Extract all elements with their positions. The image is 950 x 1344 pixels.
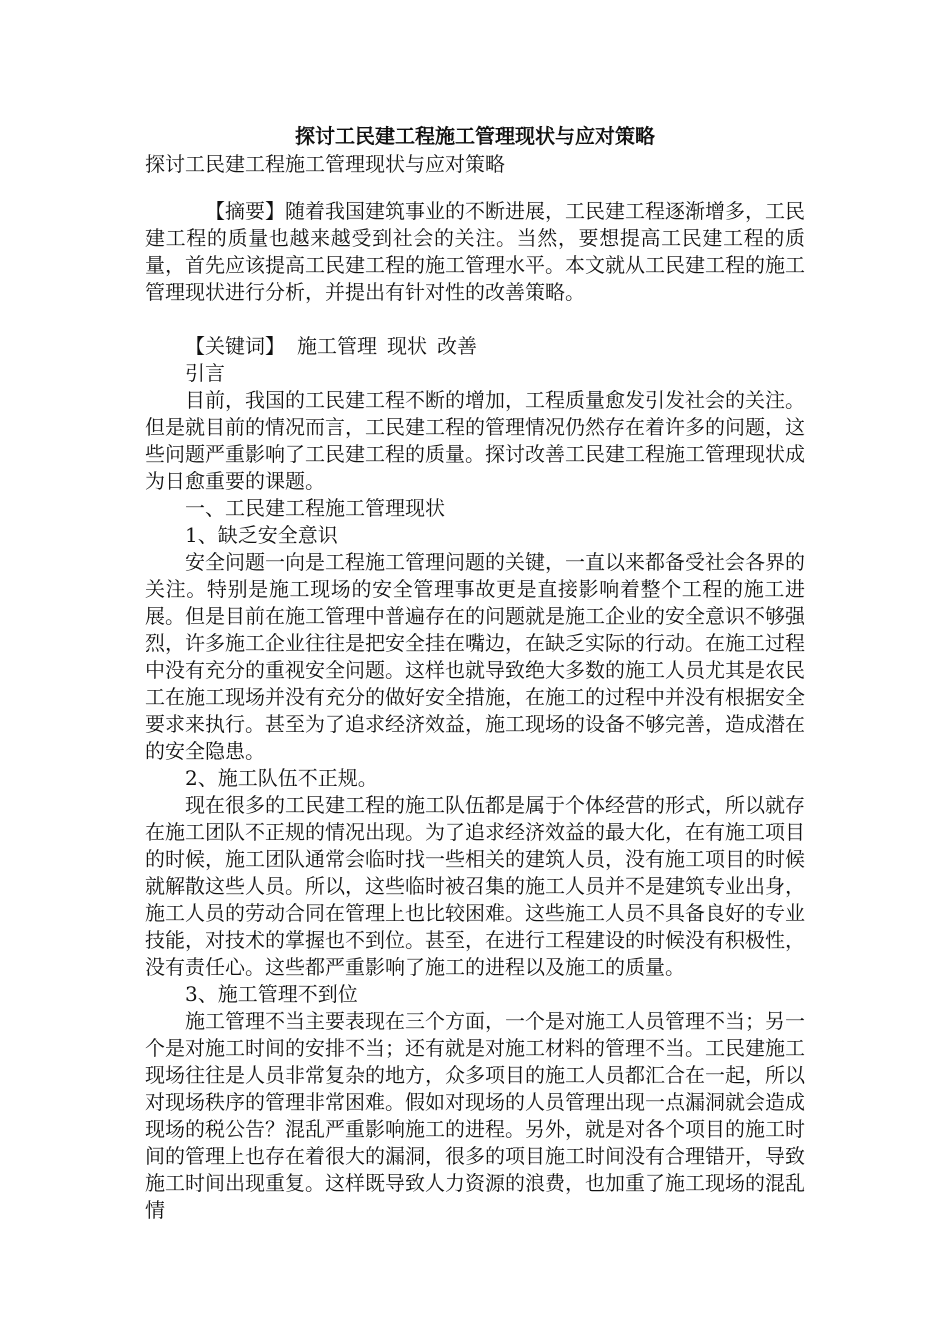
keyword: 施工管理 [297, 334, 377, 358]
keywords-line [145, 333, 805, 360]
document-title: 探讨工民建工程施工管理现状与应对策略 [295, 124, 655, 148]
keyword: 改善 [437, 334, 477, 358]
subsection-paragraph-management: 施工管理不当主要表现在三个方面，一个是对施工人员管理不当；另一个是对施工时间的安排不当；还有就是对施工材料的管理不当。工民建施工现场往往是人员非常复杂的地方，众多项目的施工人员都汇合在一起，所以对现场秩序的管理非常困难。假如对现场的人员管理出现一点漏洞就会造成现场的税公告？混乱严重影响施工的进程。另外，就是对各个项目的施工时间的管理上也存在着很大的漏洞，很多的项目施工时间没有合理错开，导致施工时间出现重复。这样既导致人力资源的浪费，也加重了施工现场的混乱情 [145, 1009, 805, 1222]
subsection-heading-team: 2、施工队伍不正规。 [185, 766, 378, 790]
subsection-heading-management: 3、施工管理不到位 [185, 982, 358, 1006]
subsection-paragraph-safety: 安全问题一向是工程施工管理问题的关键，一直以来都备受社会各界的关注。特别是施工现场的安全管理事故更是直接影响着整个工程的施工进展。但是目前在施工管理中普遍存在的问题就是施工企业的安全意识不够强烈，许多施工企业往往是把安全挂在嘴边，在缺乏实际的行动。在施工过程中没有充分的重视安全问题。这样也就导致绝大多数的施工人员尤其是农民工在施工现场并没有充分的做好安全措施，在施工的过程中并没有根据安全要求来执行。甚至为了追求经济效益，施工现场的设备不够完善，造成潜在的安全隐患。 [145, 550, 805, 763]
subsection-heading-safety: 1、缺乏安全意识 [185, 523, 338, 547]
abstract-paragraph: 【摘要】随着我国建筑事业的不断进展，工民建工程逐渐增多，工民建工程的质量也越来越受到社会的关注。当然，要想提高工民建工程的质量，首先应该提高工民建工程的施工管理水平。本文就从工民建工程的施工管理现状进行分析，并提出有针对性的改善策略。 [145, 199, 805, 304]
document-body [145, 198, 805, 1224]
intro-heading: 引言 [185, 361, 225, 385]
document-subtitle: 探讨工民建工程施工管理现状与应对策略 [145, 152, 505, 176]
keywords-label: 【关键词】 [185, 334, 285, 358]
subsection-paragraph-team: 现在很多的工民建工程的施工队伍都是属于个体经营的形式，所以就存在施工团队不正规的情况出现。为了追求经济效益的最大化，在有施工项目的时候，施工团队通常会临时找一些相关的建筑人员，没有施工项目的时候就解散这些人员。所以，这些临时被召集的施工人员并不是建筑专业出身，施工人员的劳动合同在管理上也比较困难。这些施工人员不具备良好的专业技能，对技术的掌握也不到位。甚至，在进行工程建设的时候没有积极性，没有责任心。这些都严重影响了施工的进程以及施工的质量。 [145, 793, 805, 979]
keyword: 现状 [387, 334, 427, 358]
section-heading: 一、工民建工程施工管理现状 [185, 496, 445, 520]
intro-paragraph: 目前，我国的工民建工程不断的增加，工程质量愈发引发社会的关注。但是就目前的情况而言，工民建工程的管理情况仍然存在着许多的问题，这些问题严重影响了工民建工程的质量。探讨改善工民建工程施工管理现状成为日愈重要的课题。 [145, 388, 805, 493]
